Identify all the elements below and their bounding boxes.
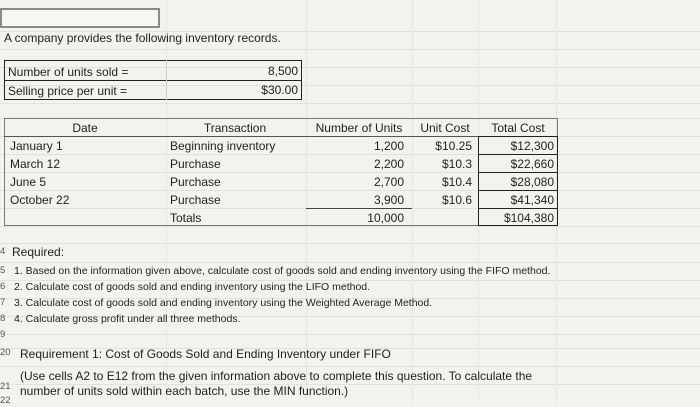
- table-row-total-cost: $12,300: [510, 139, 554, 153]
- selling-price-label: Selling price per unit =: [8, 84, 128, 98]
- units-sold-label: Number of units sold =: [8, 65, 129, 79]
- table-row-transaction: Purchase: [170, 175, 221, 189]
- table-row-unit-cost: $10.6: [441, 193, 472, 207]
- table-row-unit-cost: $10.4: [441, 175, 472, 189]
- selected-cell[interactable]: [0, 8, 160, 28]
- table-row-transaction: Purchase: [170, 193, 221, 207]
- row-number: 20: [0, 347, 11, 358]
- table-row-date: January 1: [10, 139, 63, 153]
- table-row-total-cost: $41,340: [510, 193, 554, 207]
- table-row-total-cost: $28,080: [510, 175, 554, 189]
- required-heading: Required:: [12, 245, 65, 259]
- row-number: 7: [0, 297, 6, 308]
- required-item-2: 2. Calculate cost of goods sold and ending inventory using the LIFO method.: [14, 281, 371, 293]
- row-number: 6: [0, 281, 6, 292]
- row-number: 22: [0, 395, 11, 406]
- row-number: 9: [0, 329, 6, 340]
- intro-text: A company provides the following inventory records.: [4, 31, 281, 45]
- selling-price-value[interactable]: $30.00: [261, 83, 298, 97]
- requirement-1-title: Requirement 1: Cost of Goods Sold and Ending Inventory under FIFO: [20, 347, 391, 361]
- header-date: Date: [72, 121, 98, 135]
- table-row-unit-cost: $10.25: [435, 139, 472, 153]
- header-units: Number of Units: [315, 121, 403, 135]
- row-number: 5: [0, 265, 6, 276]
- required-item-3: 3. Calculate cost of goods sold and ending inventory using the Weighted Average Method.: [14, 297, 433, 309]
- table-row-transaction: Purchase: [170, 157, 221, 171]
- row-number: 8: [0, 313, 6, 324]
- table-row-units: 2,700: [373, 175, 404, 189]
- required-item-4: 4. Calculate gross profit under all three methods.: [14, 313, 241, 325]
- header-transaction: Transaction: [203, 121, 267, 135]
- required-item-1: 1. Based on the information given above, calculate cost of goods sold and ending inventory using the FIFO method.: [14, 265, 551, 277]
- table-row-total-cost: $22,660: [510, 157, 554, 171]
- totals-units: 10,000: [367, 211, 404, 225]
- table-row-date: March 12: [10, 157, 61, 171]
- requirement-1-note-line-2: number of units sold within each batch, use the MIN function.): [20, 384, 349, 398]
- requirement-1-note-line-1: (Use cells A2 to E12 from the given information above to complete this question. To calculate the: [20, 369, 533, 383]
- table-row-date: June 5: [10, 175, 47, 189]
- units-sold-value[interactable]: 8,500: [267, 64, 298, 78]
- totals-cost: $104,380: [503, 211, 554, 225]
- header-total-cost: Total Cost: [491, 121, 545, 135]
- table-row-units: 2,200: [373, 157, 404, 171]
- table-row-units: 1,200: [373, 139, 404, 153]
- row-number: 4: [0, 246, 6, 257]
- table-row-unit-cost: $10.3: [441, 157, 472, 171]
- header-unit-cost: Unit Cost: [420, 121, 470, 135]
- table-row-transaction: Beginning inventory: [170, 139, 276, 153]
- table-row-date: October 22: [10, 193, 70, 207]
- totals-label: Totals: [170, 211, 202, 225]
- row-number: 21: [0, 381, 11, 392]
- table-row-units: 3,900: [373, 193, 404, 207]
